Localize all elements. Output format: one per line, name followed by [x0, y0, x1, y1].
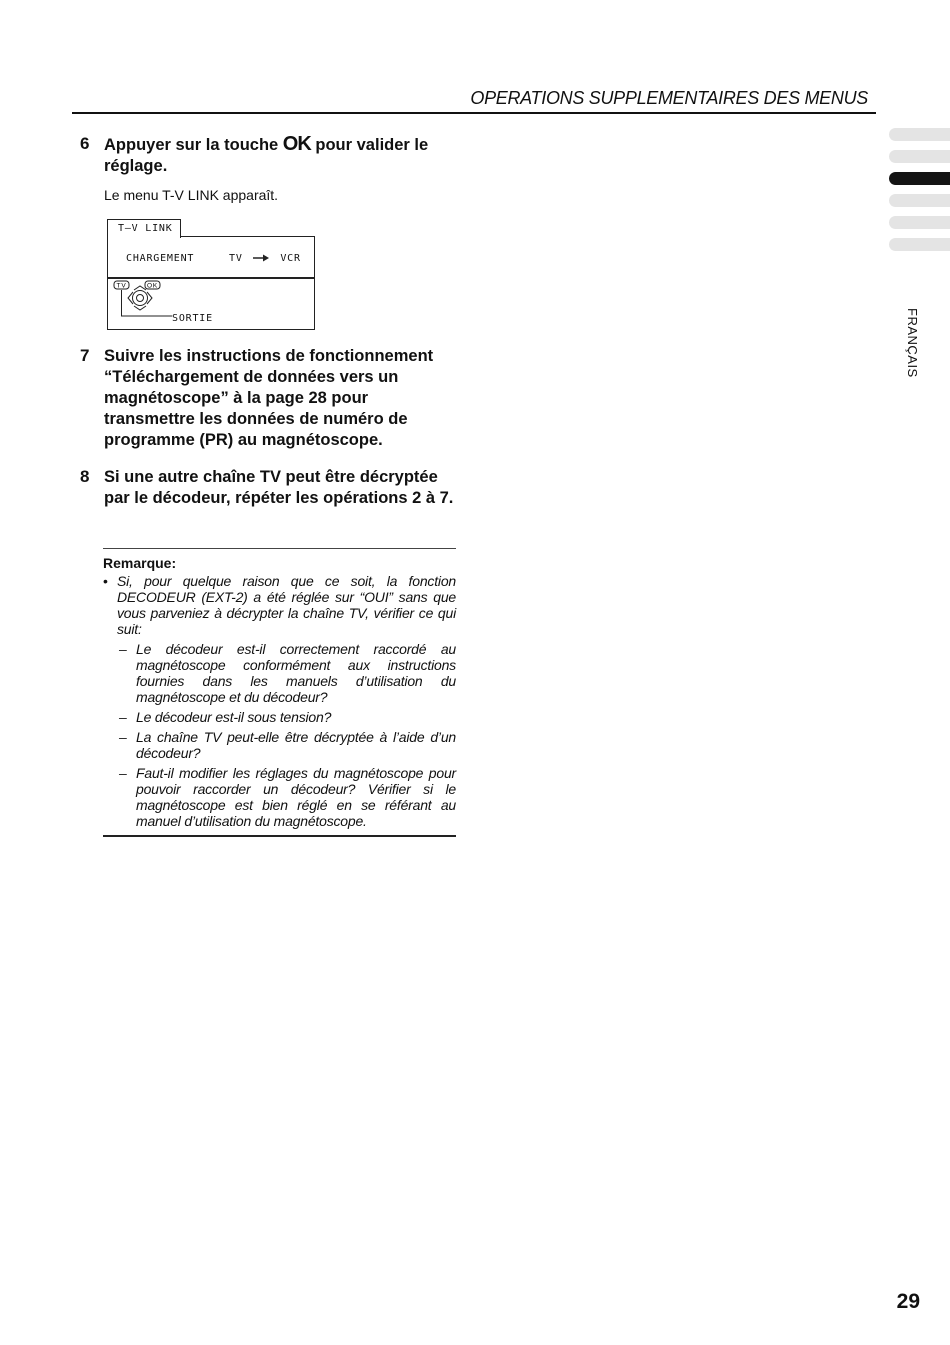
header-divider: [72, 112, 876, 114]
ok-button-label: OK: [147, 282, 158, 290]
language-tab: [889, 128, 950, 141]
transfer-destination: VCR: [280, 253, 301, 264]
step-text: Suivre les instructions de fonctionnement “Téléchargement de données vers un magnétoscope” à la page 28 pour transmettre les données de numéro de programme (PR) au magnétoscope.: [104, 347, 434, 449]
note-check-text: Le décodeur est-il correctement raccordé au magnétoscope conformément aux instructions fournies dans les manuels d’utilisation du magnétoscope et du décodeur?: [136, 641, 456, 705]
note-check-text: La chaîne TV peut-elle être décryptée à l’aide d’un décodeur?: [136, 729, 456, 761]
remote-buttons-icon: [112, 280, 174, 320]
menu-item-label: CHARGEMENT: [126, 253, 195, 264]
note-bullet-text: Si, pour quelque raison que ce soit, la fonction DECODEUR (EXT-2) a été réglée sur “OUI” sans que vous parveniez à décrypter la chaîne TV, vérifier ce qui suit:: [117, 573, 456, 637]
step-text-after: pour valider le réglage.: [104, 136, 429, 175]
arrow-right-icon: [253, 254, 269, 262]
transfer-source: TV: [229, 253, 243, 264]
language-tab: [889, 216, 950, 229]
language-tabs: [889, 128, 950, 260]
tv-button-label: TV: [116, 282, 127, 290]
language-tab: [889, 150, 950, 163]
dash-icon: –: [119, 765, 127, 781]
language-tab-active: [889, 172, 950, 185]
note-check-item: [119, 765, 456, 829]
language-tab: [889, 194, 950, 207]
note-check-item: [119, 729, 456, 761]
step-number: 8: [80, 467, 90, 486]
section-title: OPERATIONS SUPPLEMENTAIRES DES MENUS: [470, 88, 868, 108]
step-7: [80, 346, 460, 451]
menu-exit-label: SORTIE: [172, 313, 213, 324]
ok-key-logo: OK: [282, 133, 311, 155]
menu-transfer: [229, 253, 301, 264]
step-6: [80, 134, 460, 203]
step-subtext: Le menu T-V LINK apparaît.: [104, 187, 279, 203]
step-number: 7: [80, 346, 90, 365]
note-top-divider: [103, 548, 456, 549]
note-box: [103, 548, 456, 837]
menu-tab-label: T–V LINK: [118, 223, 173, 234]
note-check-item: [119, 641, 456, 705]
step-text: [104, 134, 460, 177]
menu-divider: [108, 277, 314, 279]
page-number: 29: [896, 1290, 920, 1313]
menu-row-chargement: [126, 253, 301, 264]
tv-link-menu: [107, 236, 315, 330]
bullet-icon: •: [103, 573, 108, 589]
step-text-before: Appuyer sur la touche: [104, 136, 279, 154]
step-number: 6: [80, 134, 90, 153]
language-label: FRANÇAIS: [905, 308, 920, 378]
menu-tab: [107, 219, 181, 238]
note-check-item: [119, 709, 456, 725]
dash-icon: –: [119, 729, 127, 745]
note-bottom-divider: [103, 835, 456, 837]
step-8: [80, 467, 460, 509]
language-tab: [889, 238, 950, 251]
note-check-text: Faut-il modifier les réglages du magnétoscope pour pouvoir raccorder un décodeur? Vérifier si le magnétoscope est bien réglé en se référant au manuel d’utilisation du magnétoscope.: [136, 765, 456, 829]
step-text: Si une autre chaîne TV peut être décryptée par le décodeur, répéter les opérations 2 à 7.: [104, 468, 454, 507]
note-check-text: Le décodeur est-il sous tension?: [136, 709, 332, 725]
note-bullet: [103, 573, 456, 637]
dash-icon: –: [119, 641, 127, 657]
note-title: Remarque:: [103, 555, 177, 571]
dash-icon: –: [119, 709, 127, 725]
note-body: [103, 573, 456, 829]
